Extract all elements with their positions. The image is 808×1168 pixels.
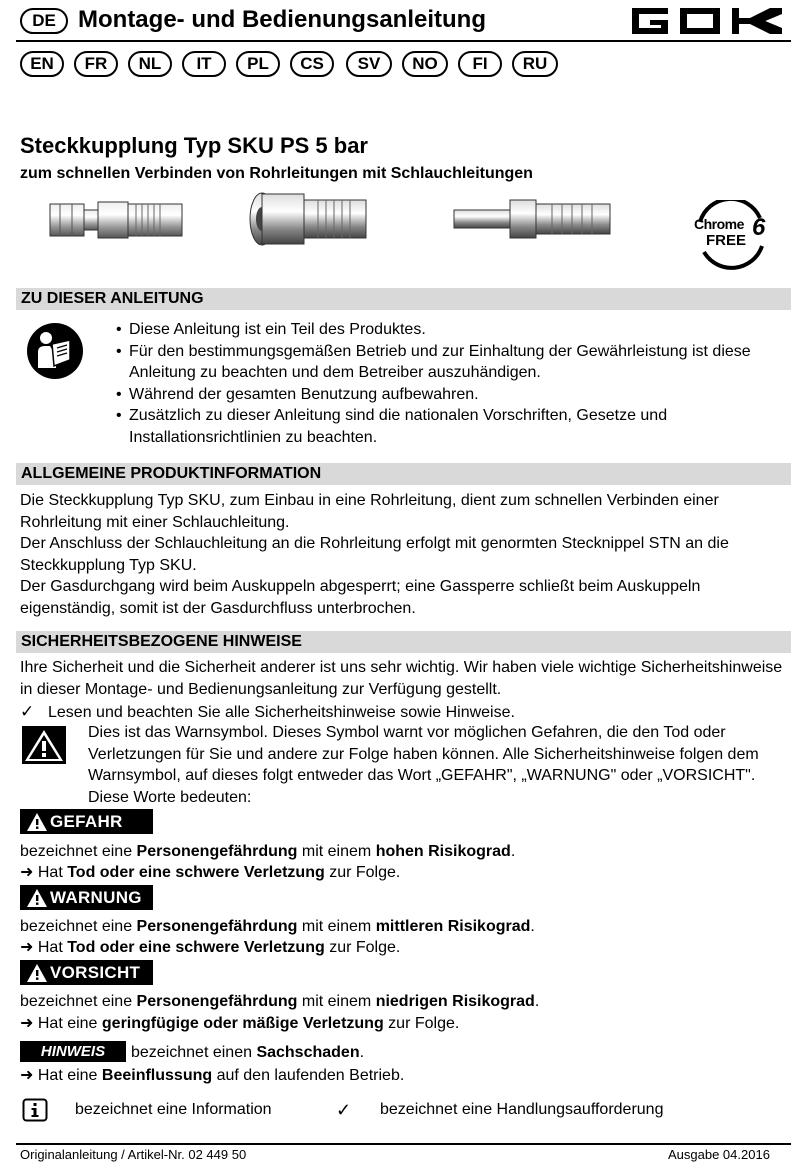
section-heading-about: ZU DIESER ANLEITUNG (16, 288, 791, 310)
text-bold: geringfügige oder mäßige Verletzung (101, 1015, 384, 1032)
hinweis-label: HINWEIS (20, 1041, 126, 1062)
text: mit einem (297, 918, 376, 935)
safety-intro (20, 657, 790, 700)
text: . (534, 993, 540, 1010)
warning-triangle-icon (26, 888, 48, 908)
text: auf den laufenden Betrieb. (212, 1067, 405, 1084)
language-badge-nl[interactable]: NL (128, 51, 172, 77)
footer-article-number: Originalanleitung / Artikel-Nr. 02 449 50 (20, 1147, 247, 1162)
document-title: Montage- und Bedienungsanleitung (78, 6, 486, 33)
section-heading-general: ALLGEMEINE PRODUKTINFORMATION (16, 463, 791, 485)
text: bezeichnet einen (131, 1044, 257, 1061)
text: Hat eine (37, 1015, 102, 1032)
arrow-right-icon: ➜ (20, 1015, 34, 1032)
hinweis-consequence (20, 1066, 404, 1086)
gefahr-label-text: GEFAHR (50, 812, 123, 831)
warning-triangle-icon (26, 963, 48, 983)
header-divider (16, 40, 791, 42)
list-item: • Zusätzlich zu dieser Anleitung sind die nationalen Vorschriften, Gesetze und Installationsrichtlinien zu beachten. (116, 405, 786, 448)
chrome6-free-badge (692, 200, 772, 270)
text-bold: hohen Risikograd (375, 843, 511, 860)
product-title: Steckkupplung Typ SKU PS 5 bar (20, 133, 368, 158)
warning-triangle-icon (22, 726, 66, 764)
text: . (530, 918, 535, 935)
general-info-text (20, 490, 790, 619)
chrome-badge-line1: Chrome (694, 216, 744, 232)
chrome-badge-number: 6 (752, 214, 766, 241)
text: bezeichnet eine (20, 843, 137, 860)
language-badge-cs[interactable]: CS (290, 51, 334, 77)
product-subtitle: zum schnellen Verbinden von Rohrleitungen mit Schlauchleitungen (20, 165, 533, 182)
paragraph: Der Anschluss der Schlauchleitung an die Rohrleitung erfolgt mit genormten Stecknippel STN an die Steckkupplung Typ SKU. (20, 535, 729, 574)
check-mark-icon: ✓ (336, 1100, 352, 1120)
about-bullet-list (116, 319, 786, 448)
text-bold: Tod oder eine schwere Verletzung (67, 939, 325, 956)
section-heading-safety: SICHERHEITSBEZOGENE HINWEISE (16, 631, 791, 653)
vorsicht-label-text: VORSICHT (50, 963, 141, 982)
text: Hat (37, 939, 68, 956)
info-legend-text: bezeichnet eine Information (75, 1101, 272, 1118)
warnung-label-text: WARNUNG (50, 888, 142, 907)
hinweis-description (131, 1043, 364, 1063)
vorsicht-description (20, 992, 539, 1012)
language-badge-sv[interactable]: SV (346, 51, 392, 77)
footer-edition: Ausgabe 04.2016 (668, 1147, 770, 1162)
brand-logo (632, 8, 782, 34)
read-instruction-text: Lesen und beachten Sie alle Sicherheitshinweise sowie Hinweise. (48, 704, 515, 721)
language-badge-de: DE (20, 8, 68, 34)
text-bold: Tod oder eine schwere Verletzung (67, 864, 325, 881)
text: bezeichnet eine (20, 993, 137, 1010)
read-manual-icon (26, 322, 84, 380)
arrow-right-icon: ➜ (20, 939, 34, 956)
text-bold: Personengefährdung (136, 843, 298, 860)
text: bezeichnet eine (20, 918, 137, 935)
vorsicht-consequence (20, 1014, 459, 1034)
arrow-right-icon: ➜ (20, 864, 34, 881)
language-badge-en[interactable]: EN (20, 51, 64, 77)
footer-divider (16, 1143, 791, 1145)
list-item: • Für den bestimmungsgemäßen Betrieb und zur Einhaltung der Gewährleistung ist diese Anleitung zu beachten und dem Betreiber auszuhändigen. (116, 341, 786, 384)
warning-symbol-explanation: Dies ist das Warnsymbol. Dieses Symbol warnt vor möglichen Gefahren, die den Tod oder Verletzungen für Sie und andere zur Folge haben können. Alle Sicherheitshinweise folgen dem Warnsymbol, auf dieses folgt entweder das Wort „GEFAHR", „WARNUNG" oder „VORSICHT". Diese Worte bedeuten: (88, 724, 759, 806)
text-bold: Personengefährdung (136, 918, 298, 935)
read-instruction-line (20, 702, 515, 723)
text: zur Folge. (324, 939, 401, 956)
text: zur Folge. (324, 864, 401, 881)
language-badge-no[interactable]: NO (402, 51, 448, 77)
paragraph: Die Steckkupplung Typ SKU, zum Einbau in eine Rohrleitung, dient zum schnellen Verbinden einer Rohrleitung mit einer Schlauchleitung. (20, 492, 719, 531)
language-badge-fi[interactable]: FI (458, 51, 502, 77)
text: mit einem (297, 993, 376, 1010)
list-item: • Diese Anleitung ist ein Teil des Produktes. (116, 319, 786, 341)
warnung-label (20, 885, 153, 910)
paragraph: Ihre Sicherheit und die Sicherheit anderer ist uns sehr wichtig. Wir haben viele wichtige Sicherheitshinweise in dieser Montage- und Bedienungsanleitung zur Verfügung gestellt. (20, 659, 783, 698)
chrome-badge-line2: FREE (706, 232, 747, 249)
text: . (359, 1044, 365, 1061)
text-bold: Personengefährdung (136, 993, 298, 1010)
info-icon (22, 1098, 48, 1122)
text-bold: Beeinflussung (101, 1067, 213, 1084)
language-badge-it[interactable]: IT (182, 51, 226, 77)
gefahr-description (20, 842, 515, 862)
text: zur Folge. (383, 1015, 460, 1032)
text-bold: niedrigen Risikograd (375, 993, 535, 1010)
text: . (510, 843, 516, 860)
language-badge-fr[interactable]: FR (74, 51, 118, 77)
paragraph: Der Gasdurchgang wird beim Auskuppeln abgesperrt; eine Gassperre schließt beim Auskuppeln eigenständig, somit ist der Gasdurchfluss unterbrochen. (20, 578, 701, 617)
language-badge-ru[interactable]: RU (512, 51, 558, 77)
warning-triangle-icon (26, 812, 48, 832)
language-badge-pl[interactable]: PL (236, 51, 280, 77)
warnung-consequence (20, 938, 400, 958)
coupling-image-nipple (452, 190, 614, 248)
text-bold: Sachschaden (256, 1044, 360, 1061)
gefahr-label (20, 809, 153, 834)
coupling-image-threaded (246, 190, 370, 248)
warnung-description (20, 917, 535, 937)
text: Hat (37, 864, 68, 881)
action-legend-text: bezeichnet eine Handlungsaufforderung (380, 1101, 664, 1118)
list-item: • Während der gesamten Benutzung aufbewahren. (116, 384, 786, 406)
gefahr-consequence (20, 863, 400, 883)
vorsicht-label (20, 960, 153, 985)
text: Hat eine (37, 1067, 102, 1084)
text: mit einem (297, 843, 376, 860)
text-bold: mittleren Risikograd (375, 918, 531, 935)
arrow-right-icon: ➜ (20, 1067, 34, 1084)
coupling-image-compression (48, 196, 186, 244)
check-mark-icon: ✓ (20, 702, 35, 721)
